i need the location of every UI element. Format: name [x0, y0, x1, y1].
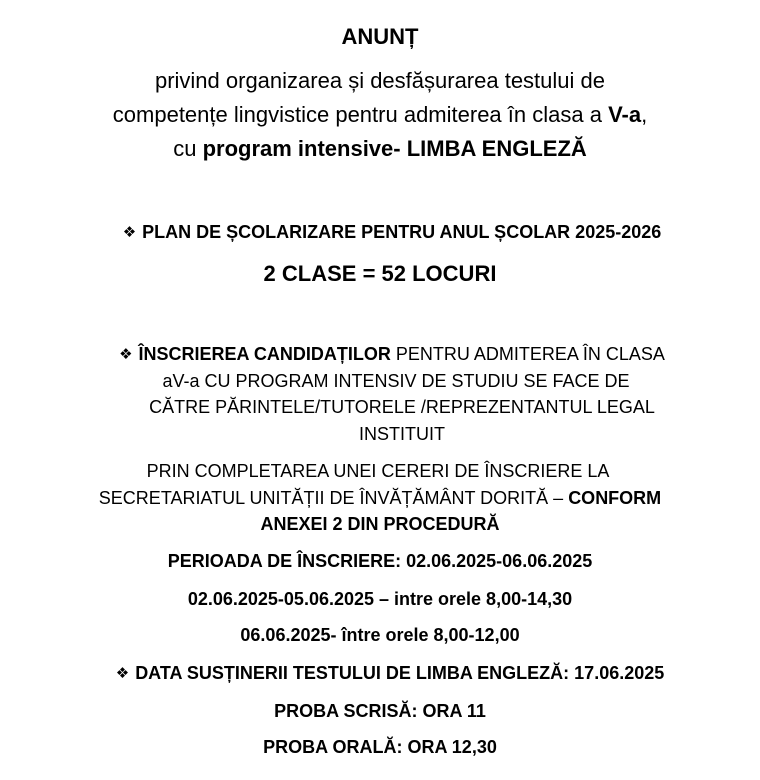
enrollment-line-1: [12, 344, 760, 365]
enrollment-line-6-text: SECRETARIATUL UNITĂȚII DE ÎNVĂȚĂMÂNT DORITĂ –: [98, 488, 569, 508]
intro-line-3: [0, 136, 760, 162]
enrollment-line-3: CĂTRE PĂRINTELE/TUTORELE /REPREZENTANTUL LEGAL: [149, 397, 655, 417]
intro-program: program intensive- LIMBA ENGLEZĂ: [202, 136, 587, 161]
plan-count: 2 CLASE = 52 LOCURI: [263, 261, 497, 286]
enrollment-line-2: aV-a CU PROGRAM INTENSIV DE STUDIU SE FACE DE: [162, 371, 630, 391]
enrollment-line-7: ANEXEI 2 DIN PROCEDURĂ: [260, 514, 500, 534]
intro-line-2-text: competențe lingvistice pentru admiterea în clasa a: [112, 102, 609, 127]
intro-comma: ,: [641, 102, 648, 127]
enrollment-lead-rest: PENTRU ADMITEREA ÎN CLASA: [390, 344, 665, 364]
plan-heading-row: [12, 222, 760, 243]
enrollment-conform: CONFORM: [568, 488, 662, 508]
test-written: PROBA SCRISĂ: ORA 11: [274, 701, 486, 721]
diamond-bullet-icon: ❖: [122, 224, 137, 241]
enrollment-lead: ÎNSCRIEREA CANDIDAȚILOR: [138, 344, 391, 364]
enrollment-line-5: PRIN COMPLETAREA UNEI CERERI DE ÎNSCRIERE LA: [146, 461, 610, 481]
period-slot-1: 02.06.2025-05.06.2025 – intre orele 8,00-14,30: [187, 589, 573, 609]
intro-line-1: privind organizarea și desfășurarea testului de: [154, 68, 606, 93]
test-heading: DATA SUSȚINERII TESTULUI DE LIMBA ENGLEZĂ: 17.06.2025: [135, 663, 665, 683]
intro-grade: V-a: [608, 102, 642, 127]
test-heading-row: [10, 663, 760, 684]
intro-line-3-text: cu: [173, 136, 203, 161]
period-slot-2: 06.06.2025- între orele 8,00-12,00: [240, 625, 520, 645]
test-oral: PROBA ORALĂ: ORA 12,30: [263, 737, 497, 757]
enrollment-line-4: INSTITUIT: [359, 424, 445, 444]
plan-heading: PLAN DE ȘCOLARIZARE PENTRU ANUL ȘCOLAR 2025-2026: [142, 222, 662, 242]
diamond-bullet-icon: ❖: [119, 346, 133, 363]
intro-line-2: [0, 102, 760, 128]
announcement-title: ANUNȚ: [341, 24, 419, 49]
diamond-bullet-icon: ❖: [115, 665, 130, 682]
period-heading: PERIOADA DE ÎNSCRIERE: 02.06.2025-06.06.2025: [167, 551, 593, 571]
enrollment-line-6: [0, 488, 760, 509]
